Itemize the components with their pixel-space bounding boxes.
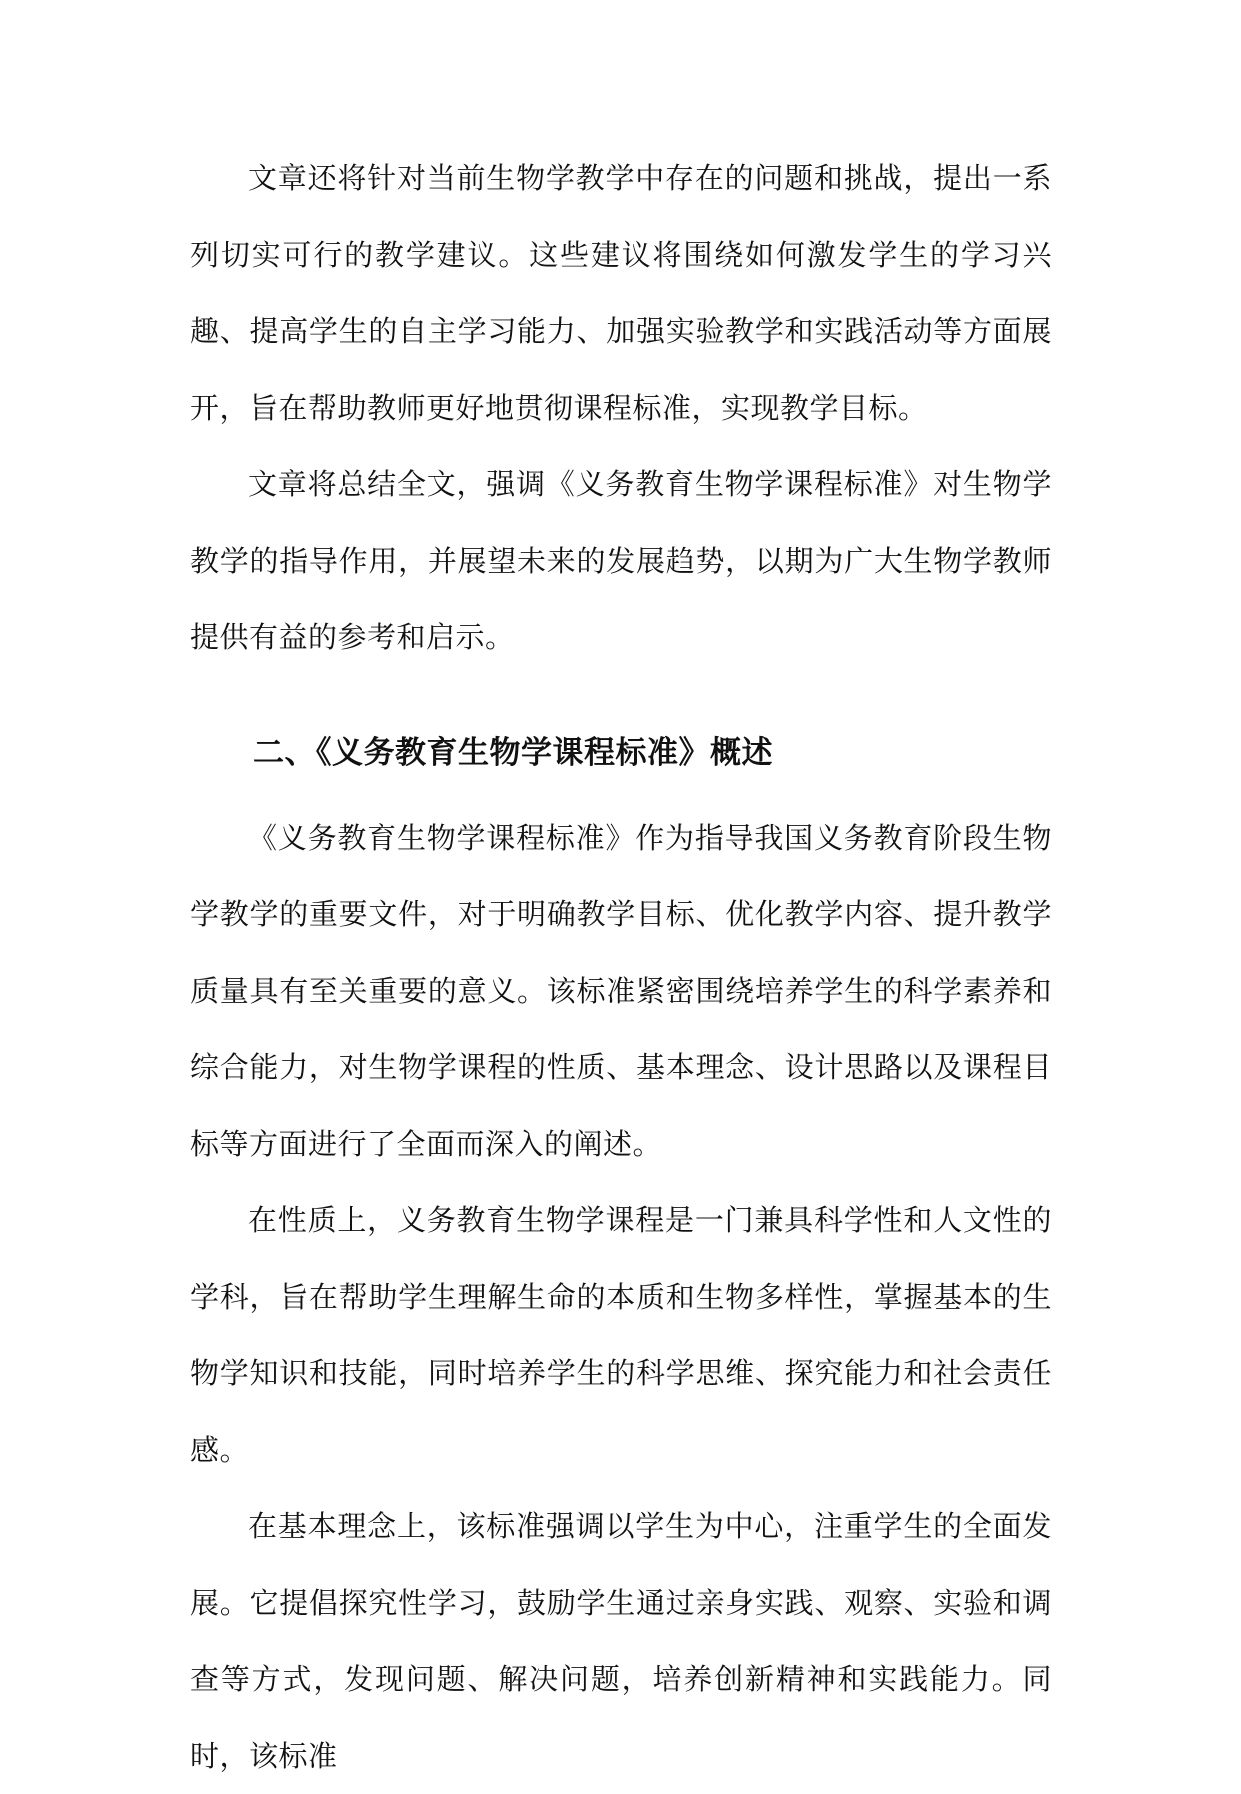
paragraph-conclusion-summary: 文章将总结全文，强调《义务教育生物学课程标准》对生物学教学的指导作用，并展望未来的发展趋势，以期为广大生物学教师提供有益的参考和启示。 (190, 467, 1052, 654)
document-body (190, 140, 1052, 1794)
section-heading: 二、《义务教育生物学课程标准》概述 (253, 734, 773, 771)
paragraph-basic-concepts: 在基本理念上，该标准强调以学生为中心，注重学生的全面发展。它提倡探究性学习，鼓励学生通过亲身实践、观察、实验和调查等方式，发现问题、解决问题，培养创新精神和实践能力。同时，该标准 (190, 1509, 1052, 1773)
paragraph-course-nature: 在性质上，义务教育生物学课程是一门兼具科学性和人文性的学科，旨在帮助学生理解生命的本质和生物多样性，掌握基本的生物学知识和技能，同时培养学生的科学思维、探究能力和社会责任感。 (190, 1203, 1052, 1467)
paragraph-standard-overview: 《义务教育生物学课程标准》作为指导我国义务教育阶段生物学教学的重要文件，对于明确教学目标、优化教学内容、提升教学质量具有至关重要的意义。该标准紧密围绕培养学生的科学素养和综合能力，对生物学课程的性质、基本理念、设计思路以及课程目标等方面进行了全面而深入的阐述。 (190, 820, 1052, 1161)
paragraph-teaching-suggestions: 文章还将针对当前生物学教学中存在的问题和挑战，提出一系列切实可行的教学建议。这些建议将围绕如何激发学生的学习兴趣、提高学生的自主学习能力、加强实验教学和实践活动等方面展开，旨在帮助教师更好地贯彻课程标准，实现教学目标。 (190, 161, 1052, 425)
